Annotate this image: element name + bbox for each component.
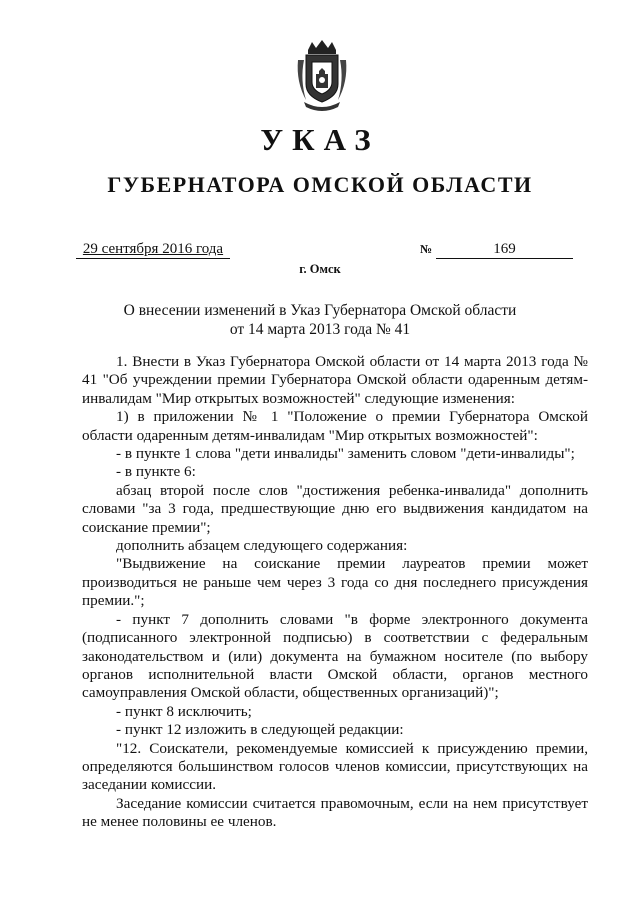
document-subtitle: ГУБЕРНАТОРА ОМСКОЙ ОБЛАСТИ xyxy=(107,172,533,197)
coat-of-arms-emblem xyxy=(294,38,350,112)
body-paragraph: "12. Соискатели, рекомендуемые комиссией к присуждению премии, определяются большинством голосов членов комиссии, присутствующих на заседании комиссии. xyxy=(82,739,588,794)
document-body xyxy=(82,353,588,832)
subject-line: О внесении изменений в Указ Губернатора Омской области xyxy=(123,302,517,319)
body-paragraph: - пункт 7 дополнить словами "в форме электронного документа (подписанного электронной подписью) в соответствии с федеральным законодательством и (или) документа на бумажном носителе (по выбору органов исполнительной власти Омской области, органов местного самоуправления Омской области, общественных организаций)"; xyxy=(82,610,588,702)
document-date: 29 сентября 2016 года xyxy=(76,241,230,259)
body-paragraph: - пункт 8 исключить; xyxy=(116,702,252,720)
body-paragraph: - в пункте 6: xyxy=(116,463,196,481)
document-city: г. Омск xyxy=(299,262,341,276)
body-paragraph: "Выдвижение на соискание премии лауреатов премии может производиться не раньше чем через 3 года со дня последнего присуждения премии."; xyxy=(82,555,588,610)
document-subject xyxy=(0,301,640,339)
body-paragraph: абзац второй после слов "достижения ребенка-инвалида" дополнить словами "за 3 года, предшествующие дню его выдвижения кандидатом на соискание премии"; xyxy=(82,481,588,536)
number-label: № xyxy=(420,242,433,256)
document-number: 169 xyxy=(436,241,573,259)
body-paragraph: 1. Внести в Указ Губернатора Омской области от 14 марта 2013 года № 41 "Об учреждении премии Губернатора Омской области одаренным детям-инвалидам "Мир открытых возможностей" следующие изменения: xyxy=(82,353,588,407)
body-paragraph: - пункт 12 изложить в следующей редакции: xyxy=(116,721,404,739)
body-paragraph: Заседание комиссии считается правомочным, если на нем присутствует не менее половины ее членов. xyxy=(82,794,588,831)
document-title: УКАЗ xyxy=(260,122,380,157)
body-paragraph: - в пункте 1 слова "дети инвалиды" заменить словом "дети-инвалиды"; xyxy=(116,445,575,463)
body-paragraph: дополнить абзацем следующего содержания: xyxy=(116,537,408,555)
body-paragraph: 1) в приложении № 1 "Положение о премии Губернатора Омской области одаренным детям-инвалидам "Мир открытых возможностей": xyxy=(82,408,588,444)
subject-line: от 14 марта 2013 года № 41 xyxy=(229,321,411,338)
